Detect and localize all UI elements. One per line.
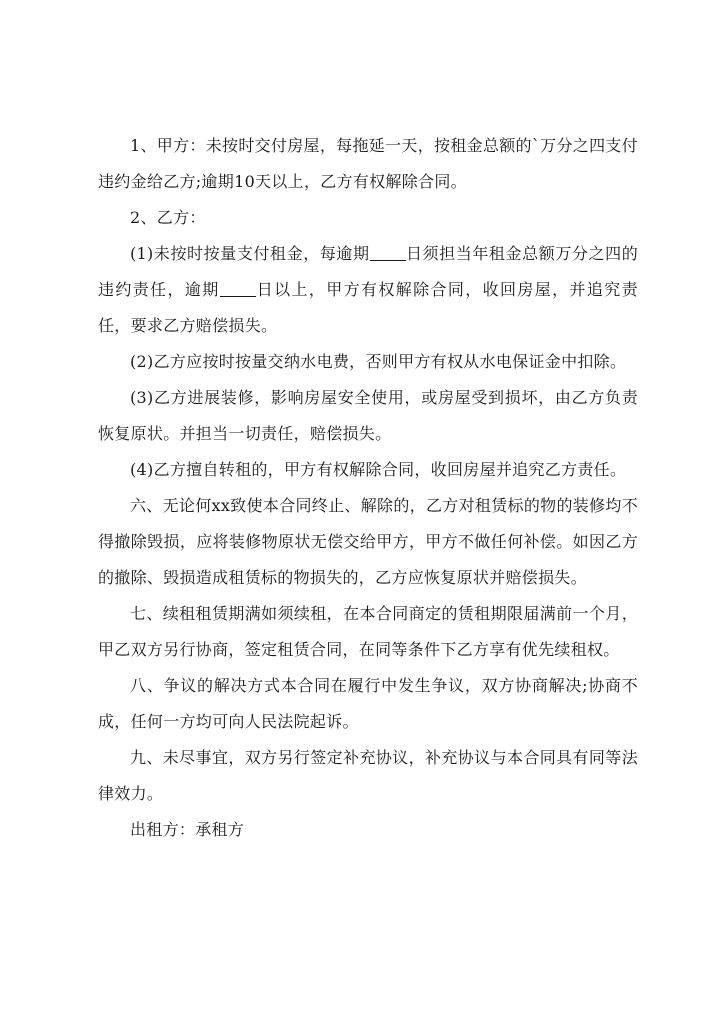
clause-party-b-3: (3)乙方进展装修，影响房屋安全使用，或房屋受到损坏，由乙方负责恢复原状。并担当一切责任，赔偿损失。 (98, 388, 638, 443)
clause-party-a: 1、甲方：未按时交付房屋，每拖延一天，按租金总额的`万分之四支付违约金给乙方;逾期10天以上，乙方有权解除合同。 (98, 136, 638, 191)
clause-nine: 九、未尽事宜，双方另行签定补充协议，补充协议与本合同具有同等法律效力。 (98, 748, 638, 803)
clause-party-b-heading: 2、乙方： (130, 208, 206, 227)
clause-eight: 八、争议的解决方式本合同在履行中发生争议，双方协商解决;协商不成，任何一方均可向人民法院起诉。 (98, 676, 638, 731)
clause-six: 六、无论何xx致使本合同终止、解除的，乙方对租赁标的物的装修均不得撤除毁损，应将装修物原状无偿交给甲方，甲方不做任何补偿。如因乙方的撤除、毁损造成租赁标的物损失的，乙方应恢复原状并赔偿损失。 (98, 496, 638, 587)
clause-text: 日以上，甲方有权解除合同，收回房屋，并追究责任，要求乙方赔偿损失。 (98, 280, 638, 335)
clause-text: 日须担当年租金总额万分之四的违约责任，逾期 (98, 244, 639, 299)
blank-line (370, 242, 406, 261)
clause-party-b-2: (2)乙方应按时按量交纳水电费，否则甲方有权从水电保证金中扣除。 (130, 352, 627, 371)
signature-line: 出租方：承租方 (130, 820, 245, 839)
clause-party-b-4: (4)乙方擅自转租的，甲方有权解除合同，收回房屋并追究乙方责任。 (130, 460, 627, 479)
clause-seven: 七、续租租赁期满如须续租，在本合同商定的赁租期限届满前一个月，甲乙双方另行协商，签定租赁合同，在同等条件下乙方享有优先续租权。 (98, 604, 638, 659)
clause-text: (1)未按时按量支付租金，每逾期 (130, 244, 370, 263)
clause-party-b-1 (98, 236, 638, 344)
blank-line (220, 278, 256, 297)
document-body (98, 128, 638, 848)
